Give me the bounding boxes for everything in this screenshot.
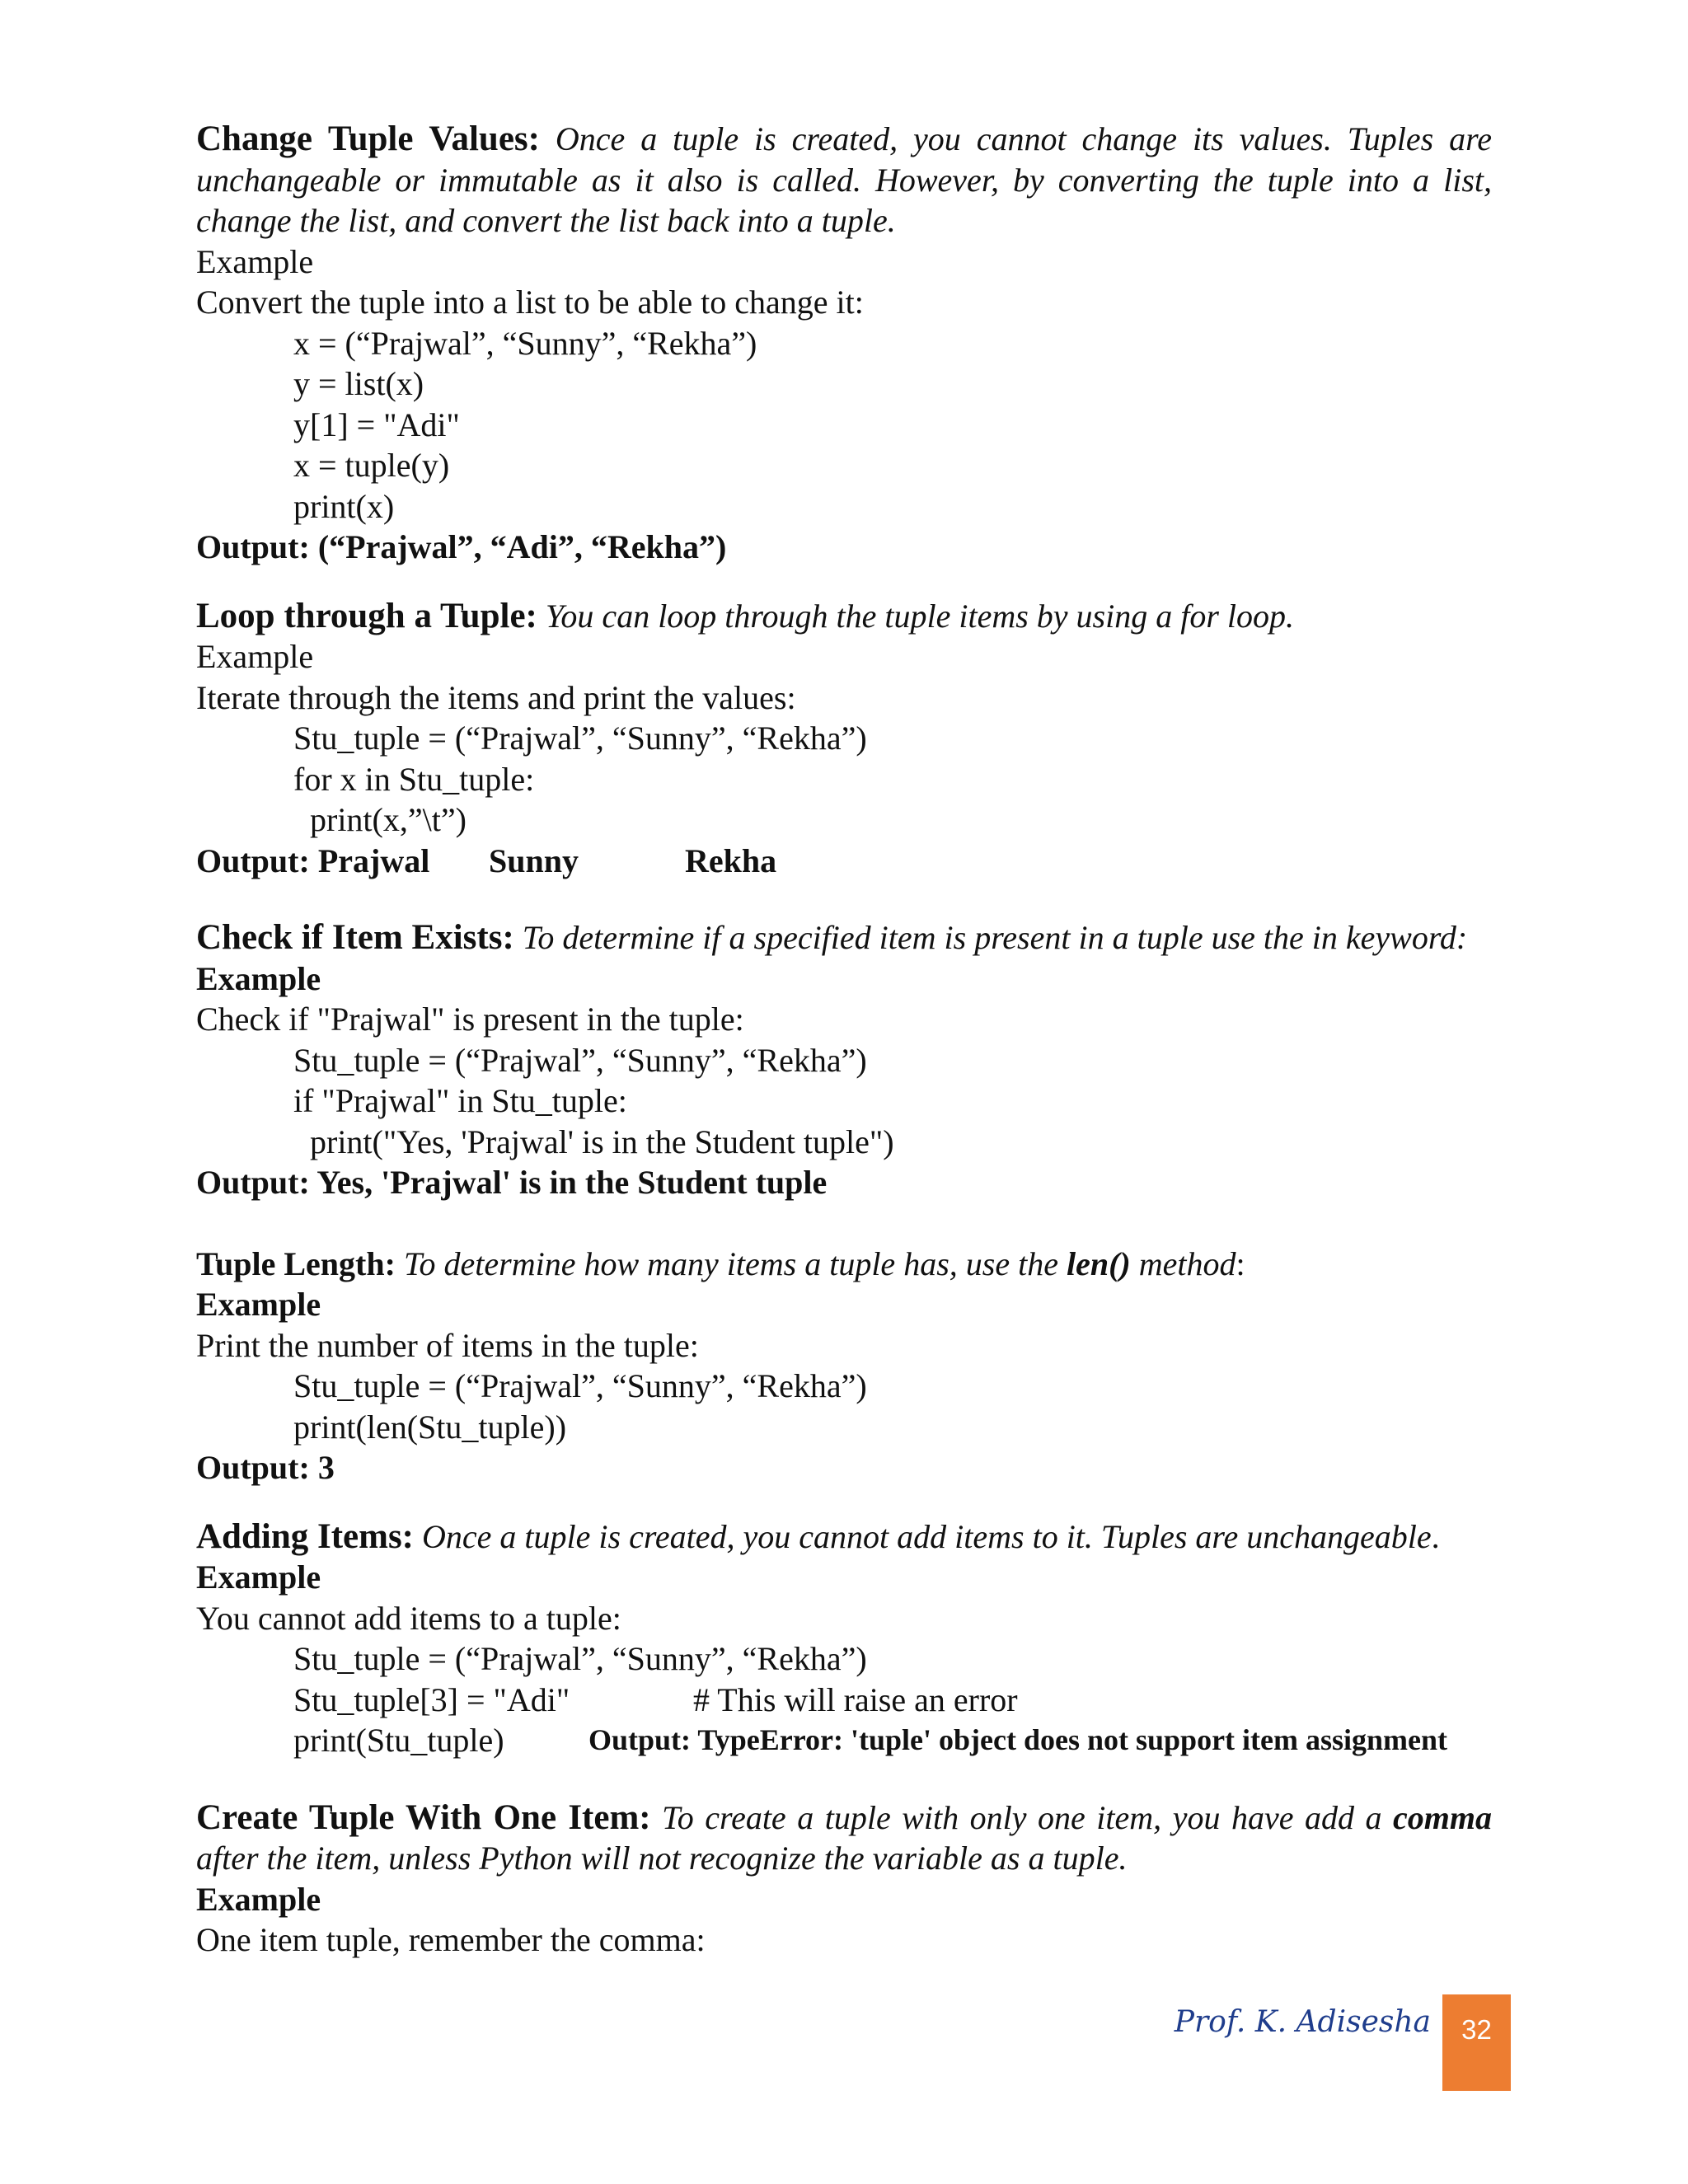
- one-item-description-keyword: comma: [1393, 1798, 1493, 1836]
- adding-title: Adding Items:: [196, 1516, 415, 1556]
- change-code-line-4: x = tuple(y): [293, 447, 450, 484]
- change-example-label: Example: [196, 242, 314, 280]
- section-tuple-length: [196, 1244, 1492, 1488]
- change-title: Change Tuple Values:: [196, 120, 540, 158]
- adding-example-label: Example: [196, 1558, 321, 1596]
- loop-intro: Iterate through the items and print the values:: [196, 678, 796, 716]
- adding-code-comment: # This will raise an error: [693, 1680, 1018, 1718]
- length-code-line-2: print(len(Stu_tuple)): [293, 1408, 567, 1446]
- change-heading-paragraph: [196, 119, 1492, 241]
- loop-output-label: Output: Prajwal: [196, 841, 430, 879]
- length-example-label: Example: [196, 1286, 321, 1323]
- adding-code-line-1: Stu_tuple = (“Prajwal”, “Sunny”, “Rekha”): [293, 1640, 867, 1677]
- loop-title: Loop through a Tuple:: [196, 596, 537, 635]
- loop-description: You can loop through the tuple items by using a for loop.: [545, 597, 1295, 635]
- change-code-line-2: y = list(x): [293, 365, 424, 402]
- section-change-tuple-values: [196, 119, 1492, 568]
- change-output: Output: (“Prajwal”, “Adi”, “Rekha”): [196, 528, 727, 565]
- loop-heading-paragraph: [196, 596, 1492, 637]
- adding-code-line-2: [196, 1680, 1492, 1721]
- adding-intro: You cannot add items to a tuple:: [196, 1599, 621, 1637]
- adding-code-line-3: [196, 1720, 1492, 1761]
- length-title: Tuple Length:: [196, 1244, 396, 1282]
- exists-description: To determine if a specified item is present in a tuple use the in keyword:: [522, 919, 1468, 956]
- length-output: Output: 3: [196, 1449, 335, 1486]
- exists-output: Output: Yes, 'Prajwal' is in the Student tuple: [196, 1164, 828, 1201]
- loop-output-value-2: Rekha: [685, 841, 777, 879]
- length-description-before: To determine how many items a tuple has, use the: [403, 1244, 1058, 1282]
- one-item-description-after: after the item, unless Python will not recognize the variable as a tuple.: [196, 1840, 1128, 1877]
- exists-intro: Check if "Prajwal" is present in the tuple:: [196, 1001, 744, 1038]
- one-item-heading-paragraph: [196, 1797, 1492, 1879]
- adding-heading-paragraph: [196, 1516, 1492, 1558]
- exists-code-line-1: Stu_tuple = (“Prajwal”, “Sunny”, “Rekha”): [293, 1041, 867, 1079]
- loop-code-line-2: for x in Stu_tuple:: [293, 760, 535, 798]
- one-item-description-before: To create a tuple with only one item, you have add a: [662, 1798, 1382, 1836]
- exists-title: Check if Item Exists:: [196, 918, 514, 957]
- one-item-title: Create Tuple With One Item:: [196, 1797, 651, 1837]
- exists-heading-paragraph: [196, 917, 1492, 958]
- loop-output: [196, 841, 1492, 882]
- change-code-line-1: x = (“Prajwal”, “Sunny”, “Rekha”): [293, 324, 757, 362]
- change-code-line-3: y[1] = "Adi": [293, 405, 460, 443]
- page-number-badge: 32: [1442, 1994, 1511, 2091]
- length-intro: Print the number of items in the tuple:: [196, 1326, 699, 1364]
- one-item-intro: One item tuple, remember the comma:: [196, 1921, 706, 1958]
- adding-description: Once a tuple is created, you cannot add items to it. Tuples are unchangeable: [422, 1517, 1432, 1555]
- loop-output-value-1: Sunny: [489, 841, 579, 879]
- length-description-keyword: len(): [1066, 1244, 1131, 1282]
- section-loop-tuple: [196, 596, 1492, 882]
- page-content: [196, 119, 1492, 1961]
- one-item-example-label: Example: [196, 1880, 321, 1918]
- change-code-line-5: print(x): [293, 487, 395, 525]
- exists-example-label: Example: [196, 959, 321, 997]
- section-one-item-tuple: [196, 1797, 1492, 1961]
- adding-inline-output: Output: TypeError: 'tuple' object does not support item assignment: [588, 1723, 1448, 1756]
- adding-code-print: print(Stu_tuple): [293, 1722, 504, 1759]
- length-description-end: :: [1236, 1244, 1245, 1282]
- exists-code-inner: print("Yes, 'Prajwal' is in the Student tuple"): [310, 1122, 894, 1160]
- loop-code-line-1: Stu_tuple = (“Prajwal”, “Sunny”, “Rekha”): [293, 719, 867, 757]
- exists-code-line-2: if "Prajwal" in Stu_tuple:: [293, 1082, 627, 1119]
- length-code-line-1: Stu_tuple = (“Prajwal”, “Sunny”, “Rekha”): [293, 1367, 867, 1404]
- length-heading-paragraph: [196, 1244, 1492, 1285]
- section-check-exists: [196, 917, 1492, 1203]
- section-adding-items: [196, 1516, 1492, 1761]
- footer-author: Prof. K. Adisesha: [1174, 2005, 1431, 2039]
- length-description-after: method: [1138, 1244, 1236, 1282]
- loop-code-inner: print(x,”\t”): [310, 801, 467, 838]
- adding-description-end: .: [1431, 1517, 1440, 1555]
- change-intro: Convert the tuple into a list to be able to change it:: [196, 284, 864, 321]
- change-description: Once a tuple is created, you cannot change its values. Tuples are unchangeable or immutable as it also is called. However, by converting the tuple into a list, change the list, and convert the list back into a tuple.: [196, 120, 1493, 239]
- loop-example-label: Example: [196, 638, 314, 675]
- adding-code-assignment: Stu_tuple[3] = "Adi": [293, 1680, 570, 1718]
